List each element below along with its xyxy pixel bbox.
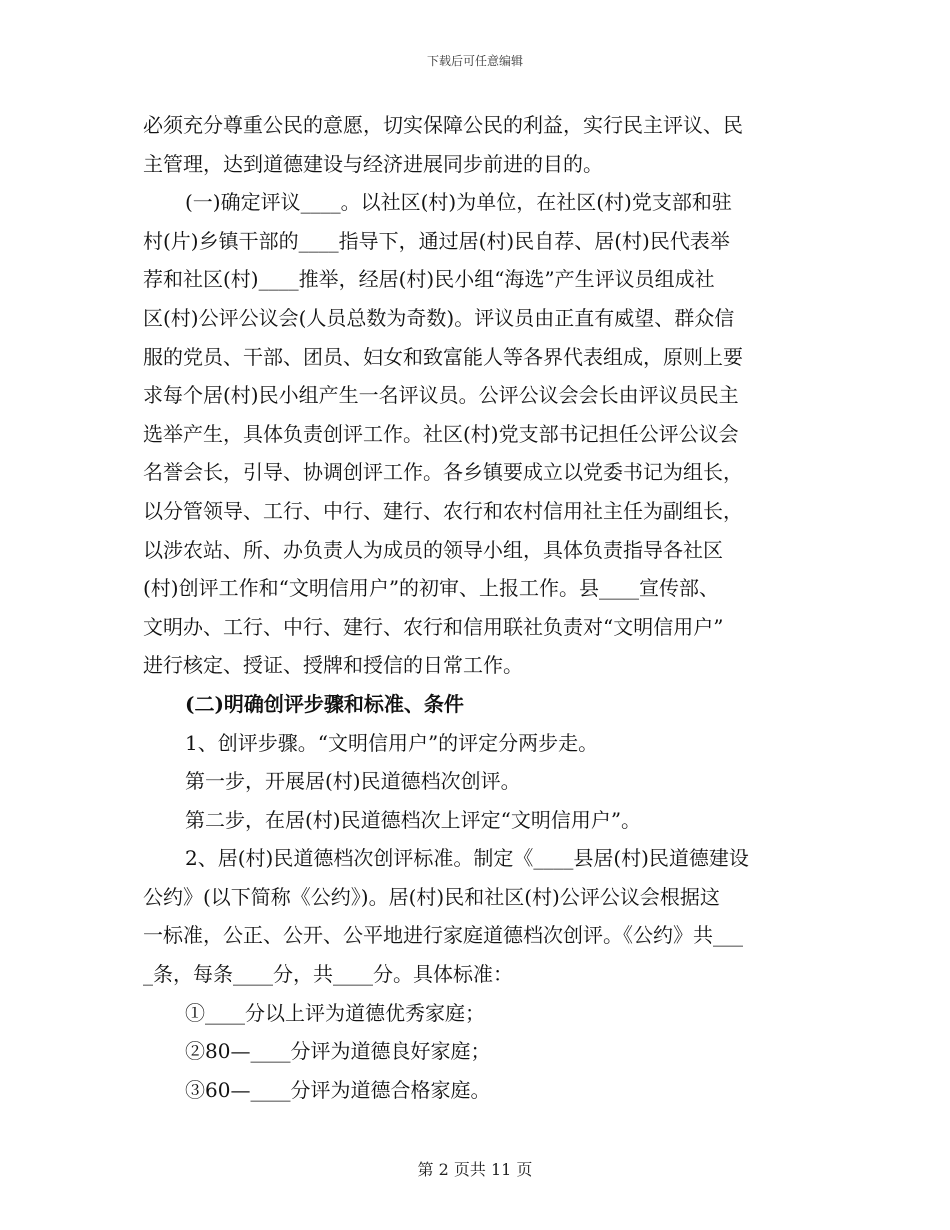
body-line: 公约》(以下简称《公约》)。居(村)民和社区(村)公评公议会根据这	[143, 884, 720, 909]
body-line: 村(片)乡镇干部的____指导下，通过居(村)民自荐、居(村)民代表举	[143, 228, 730, 253]
body-line: ③60—____分评为道德合格家庭。	[185, 1077, 491, 1102]
body-line: 2、居(村)民道德档次创评标准。制定《____县居(村)民道德建设	[185, 846, 749, 871]
body-line: 求每个居(村)民小组产生一名评议员。公评公议会会长由评议员民主	[143, 383, 739, 408]
body-line: 一标准，公正、公开、公平地进行家庭道德档次创评。《公约》共___	[143, 923, 743, 948]
page-header: 下载后可任意编辑	[426, 54, 523, 68]
body-line: ①____分以上评为道德优秀家庭；	[185, 1000, 485, 1025]
body-line: 服的党员、干部、团员、妇女和致富能人等各界代表组成，原则上要	[143, 344, 743, 369]
body-line: 区(村)公评公议会(人员总数为奇数)。评议员由正直有威望、群众信	[143, 305, 735, 330]
body-line: ②80—____分评为道德良好家庭；	[185, 1039, 491, 1064]
body-line: (村)创评工作和“文明信用户”的初审、上报工作。县____宣传部、	[143, 576, 720, 601]
body-line: 第二步，在居(村)民道德档次上评定“文明信用户”。	[185, 807, 642, 832]
body-line: 第一步，开展居(村)民道德档次创评。	[185, 769, 521, 794]
body-line: 进行核定、授证、授牌和授信的日常工作。	[143, 653, 523, 678]
body-line: 名誉会长，引导、协调创评工作。各乡镇要成立以党委书记为组长，	[143, 460, 743, 485]
body-line: _条，每条____分，共____分。具体标准：	[143, 962, 513, 987]
section-heading: (二)明确创评步骤和标准、条件	[185, 691, 464, 716]
body-line: 1、创评步骤。“文明信用户”的评定分两步走。	[185, 730, 599, 755]
body-line: 文明办、工行、中行、建行、农行和信用联社负责对“文明信用户”	[143, 614, 724, 639]
body-line: 主管理，达到道德建设与经济进展同步前进的目的。	[143, 151, 603, 176]
body-line: 选举产生，具体负责创评工作。社区(村)党支部书记担任公评公议会	[143, 421, 739, 446]
document-body	[143, 106, 808, 1109]
body-line: 以涉农站、所、办负责人为成员的领导小组，具体负责指导各社区	[143, 537, 723, 562]
body-line: 荐和社区(村)____推举，经居(村)民小组“海选”产生评议员组成社	[143, 267, 715, 292]
body-line: 以分管领导、工行、中行、建行、农行和农村信用社主任为副组长，	[143, 498, 743, 523]
page-footer: 第 2 页共 11 页	[417, 1160, 533, 1179]
body-line: 必须充分尊重公民的意愿，切实保障公民的利益，实行民主评议、民	[143, 113, 743, 137]
body-line: (一)确定评议____。以社区(村)为单位，在社区(村)党支部和驻	[185, 190, 732, 215]
